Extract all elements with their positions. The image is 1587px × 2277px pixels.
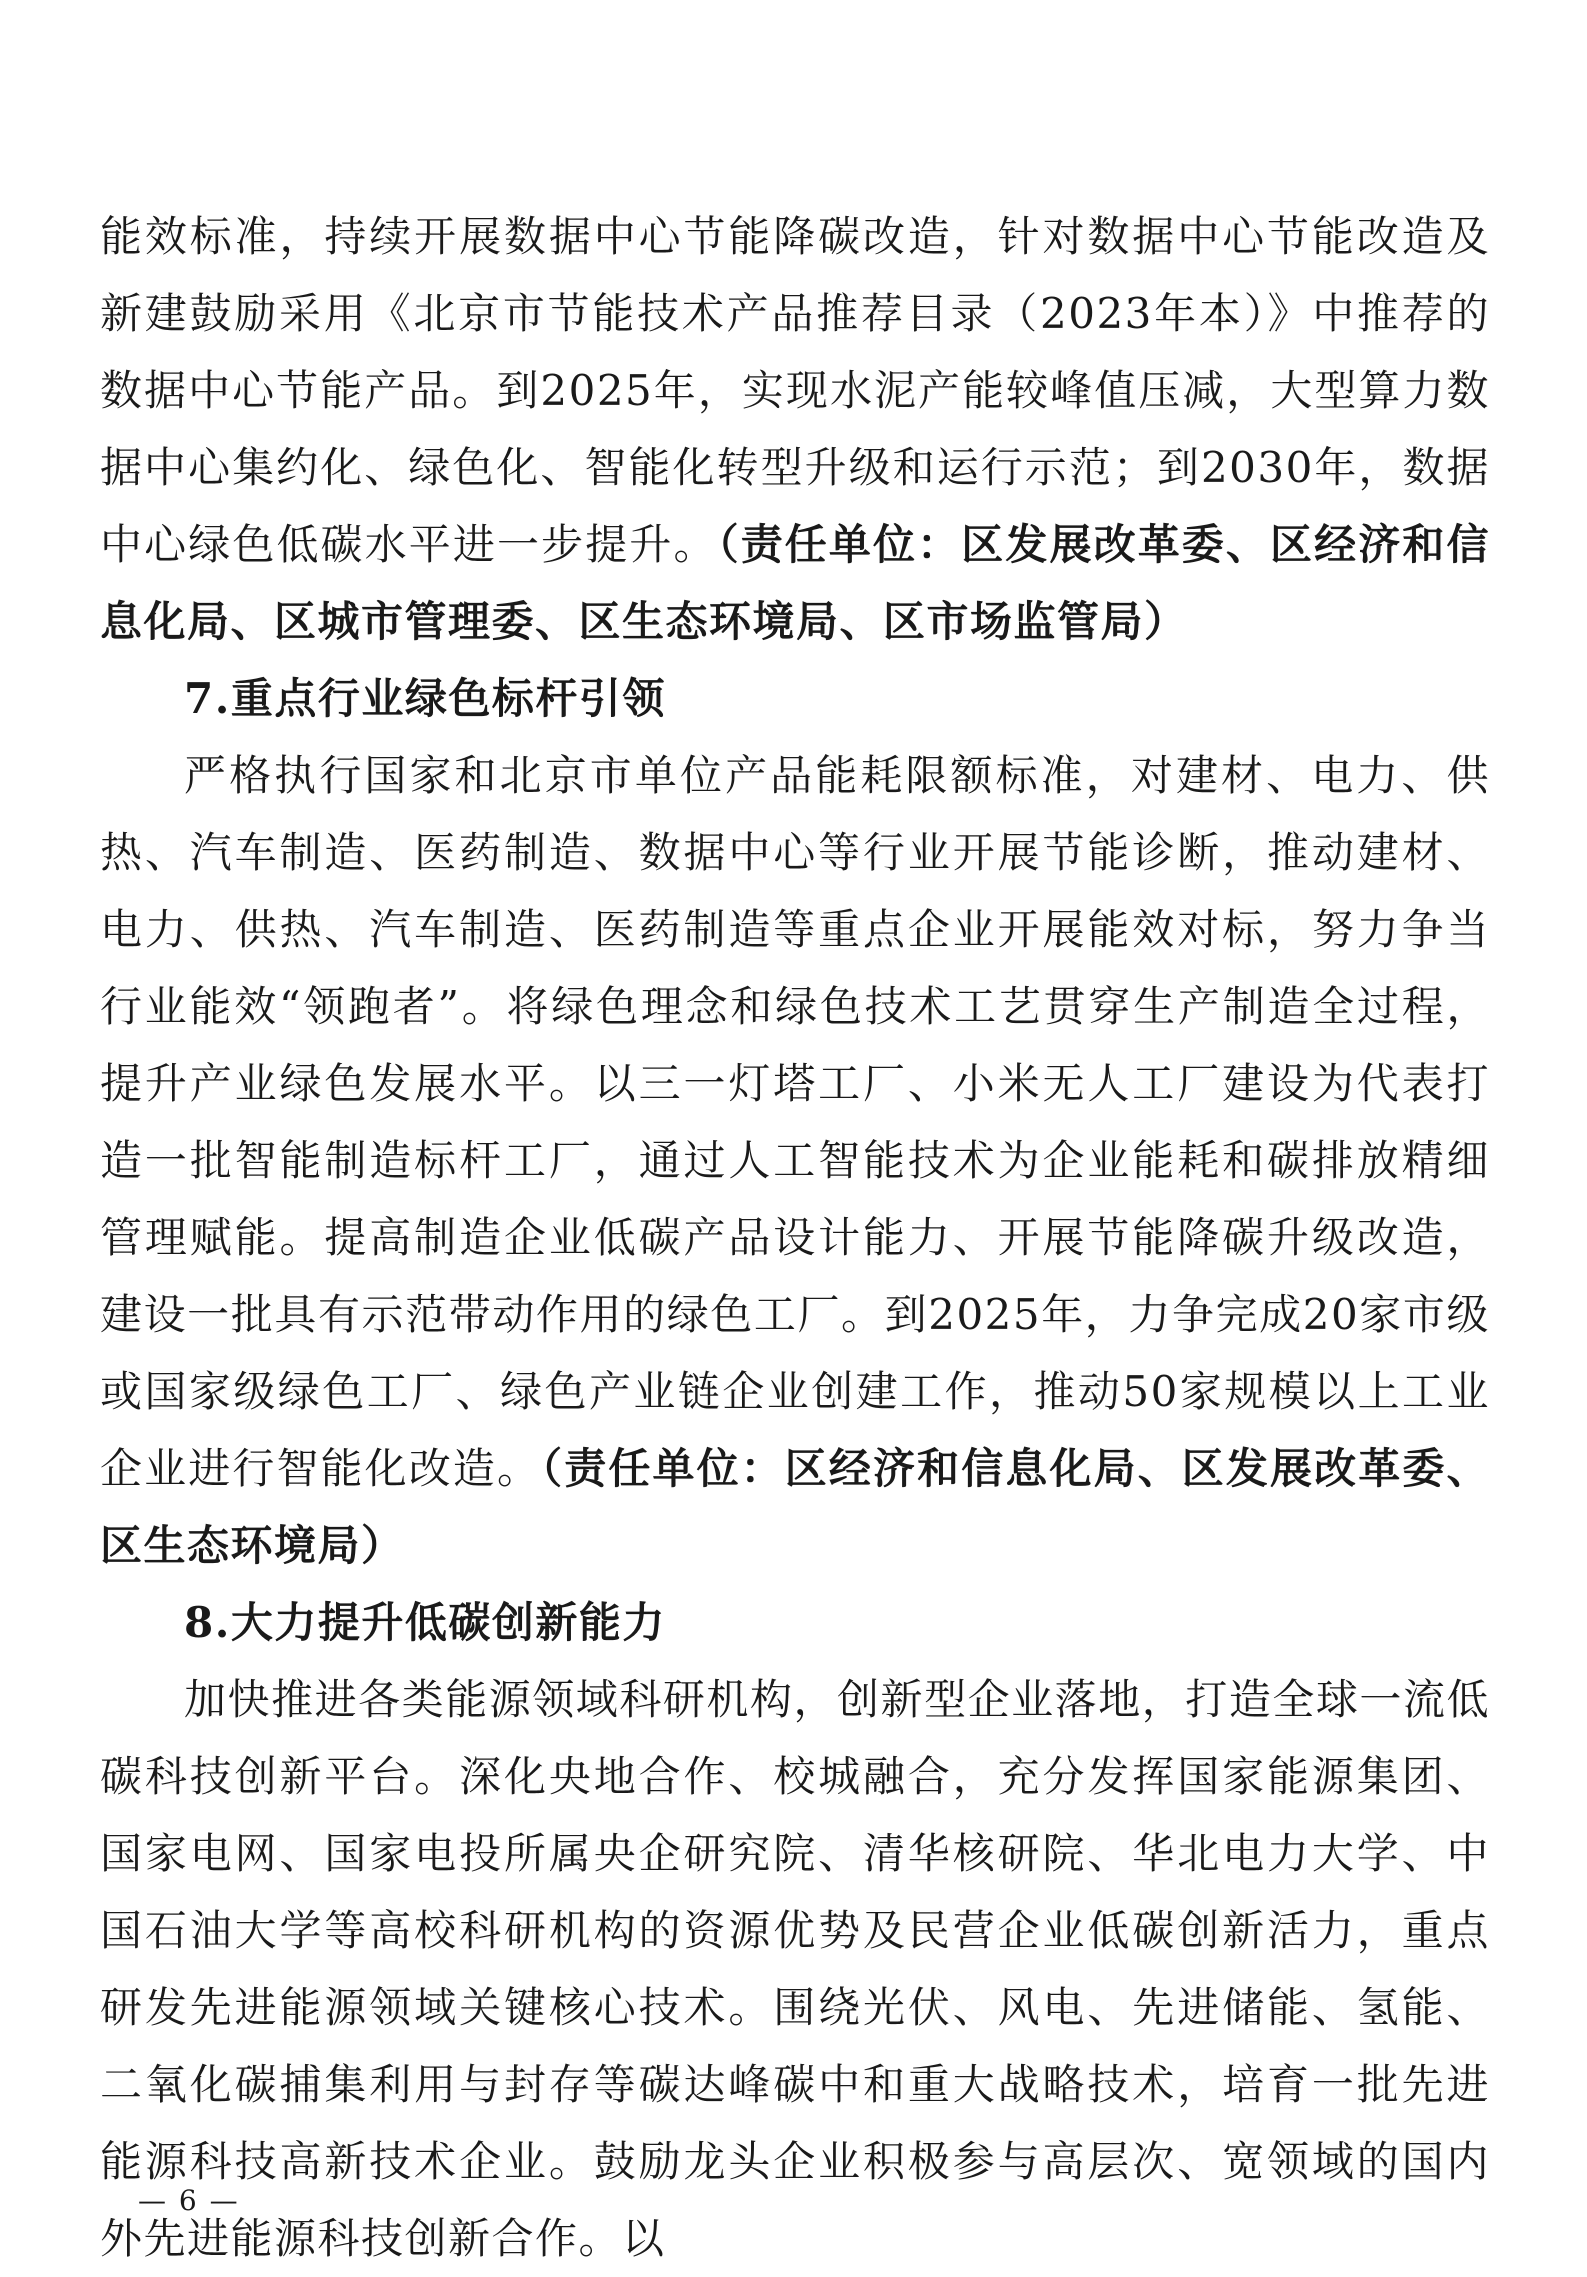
paragraph-text: 能效标准，持续开展数据中心节能降碳改造，针对数据中心节能改造及新建鼓励采用《北京市节能技术产品推荐目录（2023年本）》中推荐的数据中心节能产品。到2025年，实现水泥产能较峰值压减，大型算力数据中心集约化、绿色化、智能化转型升级和运行示范；到2030年，数据中心绿色低碳水平进一步提升。: [100, 212, 1490, 569]
responsibility-note: （责任单位：区经济和信息化局、区发展改革委、区生态环境局）: [100, 1444, 1490, 1570]
section-heading-7: 7.重点行业绿色标杆引领: [184, 674, 666, 723]
section-7-paragraph: [100, 737, 1490, 1584]
section-heading-8: 8.大力提升低碳创新能力: [184, 1598, 666, 1647]
section-8-paragraph: 加快推进各类能源领域科研机构，创新型企业落地，打造全球一流低碳科技创新平台。深化央地合作、校城融合，充分发挥国家能源集团、国家电网、国家电投所属央企研究院、清华核研院、华北电力大学、中国石油大学等高校科研机构的资源优势及民营企业低碳创新活力，重点研发先进能源领域关键核心技术。围绕光伏、风电、先进储能、氢能、二氧化碳捕集利用与封存等碳达峰碳中和重大战略技术，培育一批先进能源科技高新技术企业。鼓励龙头企业积极参与高层次、宽领域的国内外先进能源科技创新合作。以: [100, 1675, 1490, 2263]
responsibility-note: （责任单位：区发展改革委、区经济和信息化局、区城市管理委、区生态环境局、区市场监管局）: [100, 520, 1490, 646]
paragraph-text: 严格执行国家和北京市单位产品能耗限额标准，对建材、电力、供热、汽车制造、医药制造、数据中心等行业开展节能诊断，推动建材、电力、供热、汽车制造、医药制造等重点企业开展能效对标，努力争当行业能效“领跑者”。将绿色理念和绿色技术工艺贯穿生产制造全过程，提升产业绿色发展水平。以三一灯塔工厂、小米无人工厂建设为代表打造一批智能制造标杆工厂，通过人工智能技术为企业能耗和碳排放精细管理赋能。提高制造企业低碳产品设计能力、开展节能降碳升级改造，建设一批具有示范带动作用的绿色工厂。到2025年，力争完成20家市级或国家级绿色工厂、绿色产业链企业创建工作，推动50家规模以上工业企业进行智能化改造。: [100, 751, 1490, 1493]
page-number: — 6 —: [138, 2184, 240, 2217]
document-body: [100, 198, 1490, 2277]
paragraph-continued: [100, 198, 1490, 660]
